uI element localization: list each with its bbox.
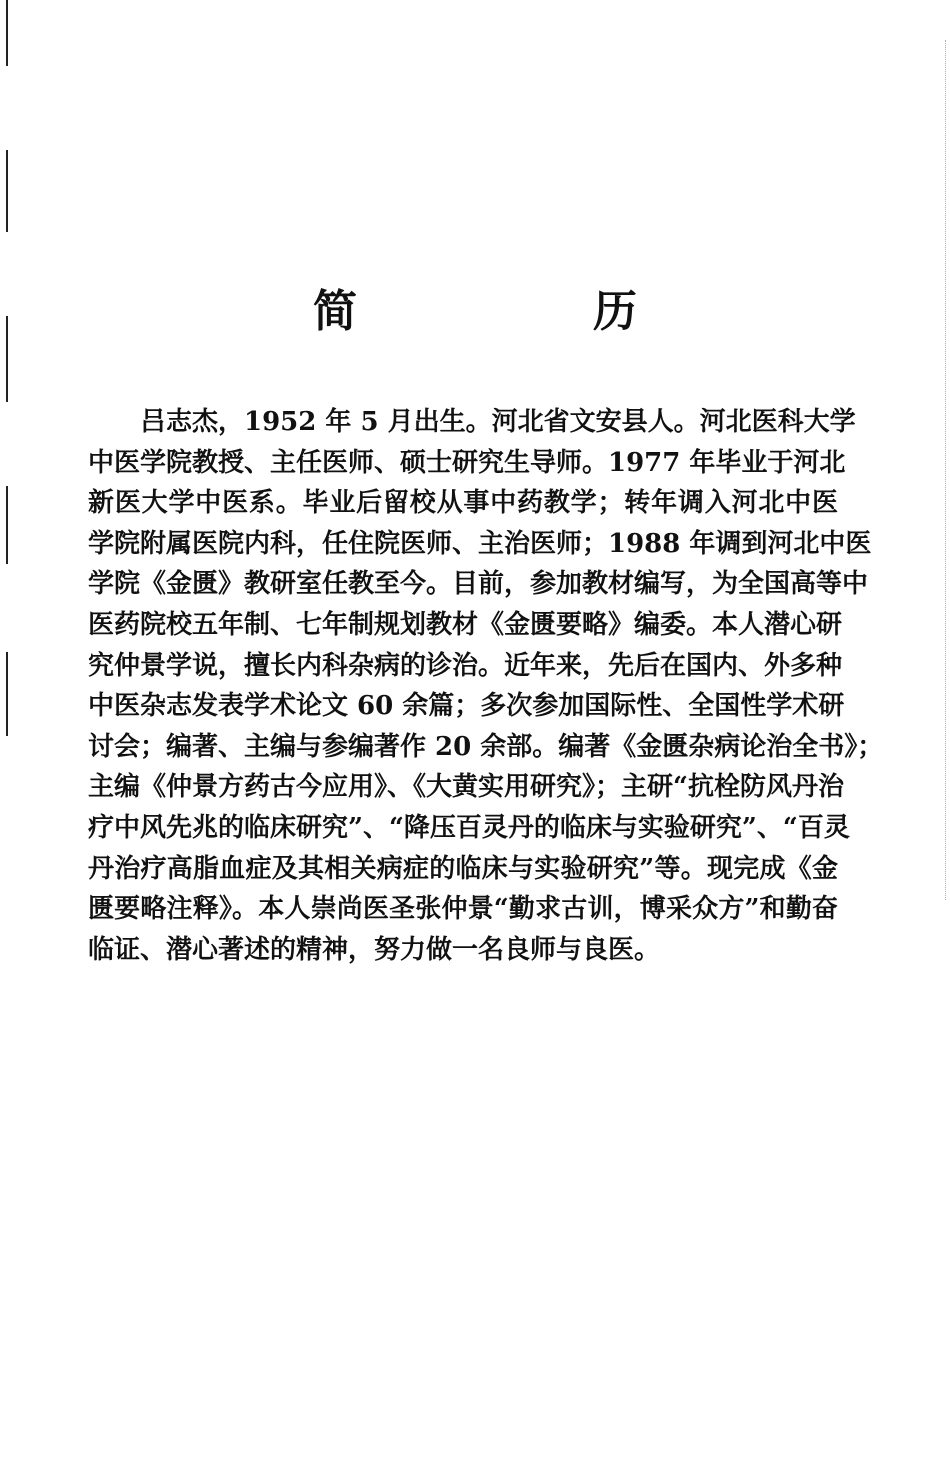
paragraph-line: 讨会；编著、主编与参编著作 20 余部。编著《金匮杂病论治全书》； (88, 731, 884, 762)
paragraph-line: 中医学院教授、主任医师、硕士研究生导师。1977 年毕业于河北 (88, 447, 846, 478)
paragraph-line: 学院附属医院内科，任住院医师、主治医师；1988 年调到河北中医 (88, 528, 872, 559)
paragraph-line: 匮要略注释》。本人崇尚医圣张仲景“勤求古训，博采众方”和勤奋 (88, 894, 838, 925)
scan-edge-dots (944, 40, 946, 900)
scan-edge-mark (6, 652, 8, 736)
paragraph-line: 学院《金匮》教研室任教至今。目前，参加教材编写，为全国高等中 (88, 569, 869, 600)
paragraph-line: 医药院校五年制、七年制规划教材《金匮要略》编委。本人潜心研 (88, 609, 843, 640)
paragraph-line: 中医杂志发表学术论文 60 余篇；多次参加国际性、全国性学术研 (88, 691, 845, 722)
scan-edge-mark (6, 0, 8, 66)
paragraph-line: 主编《仲景方药古今应用》、《大黄实用研究》；主研“抗栓防风丹治 (88, 772, 844, 803)
paragraph-line: 丹治疗高脂血症及其相关病症的临床与实验研究”等。现完成《金 (88, 853, 838, 884)
paragraph-line: 究仲景学说，擅长内科杂病的诊治。近年来，先后在国内、外多种 (88, 650, 843, 681)
paragraph-line: 疗中风先兆的临床研究”、“降压百灵丹的临床与实验研究”、“百灵 (88, 812, 850, 843)
scan-edge-mark (6, 486, 8, 564)
biography-paragraph (88, 402, 884, 970)
scan-edge-mark (6, 150, 8, 232)
paragraph-line: 临证、潜心著述的精神，努力做一名良师与良医。 (88, 934, 661, 965)
paragraph-line: 吕志杰，1952 年 5 月出生。河北省文安县人。河北医科大学 (140, 407, 856, 437)
page-title: 简 历 (313, 286, 733, 337)
paragraph-line: 新医大学中医系。毕业后留校从事中药教学；转年调入河北中医 (88, 488, 838, 519)
